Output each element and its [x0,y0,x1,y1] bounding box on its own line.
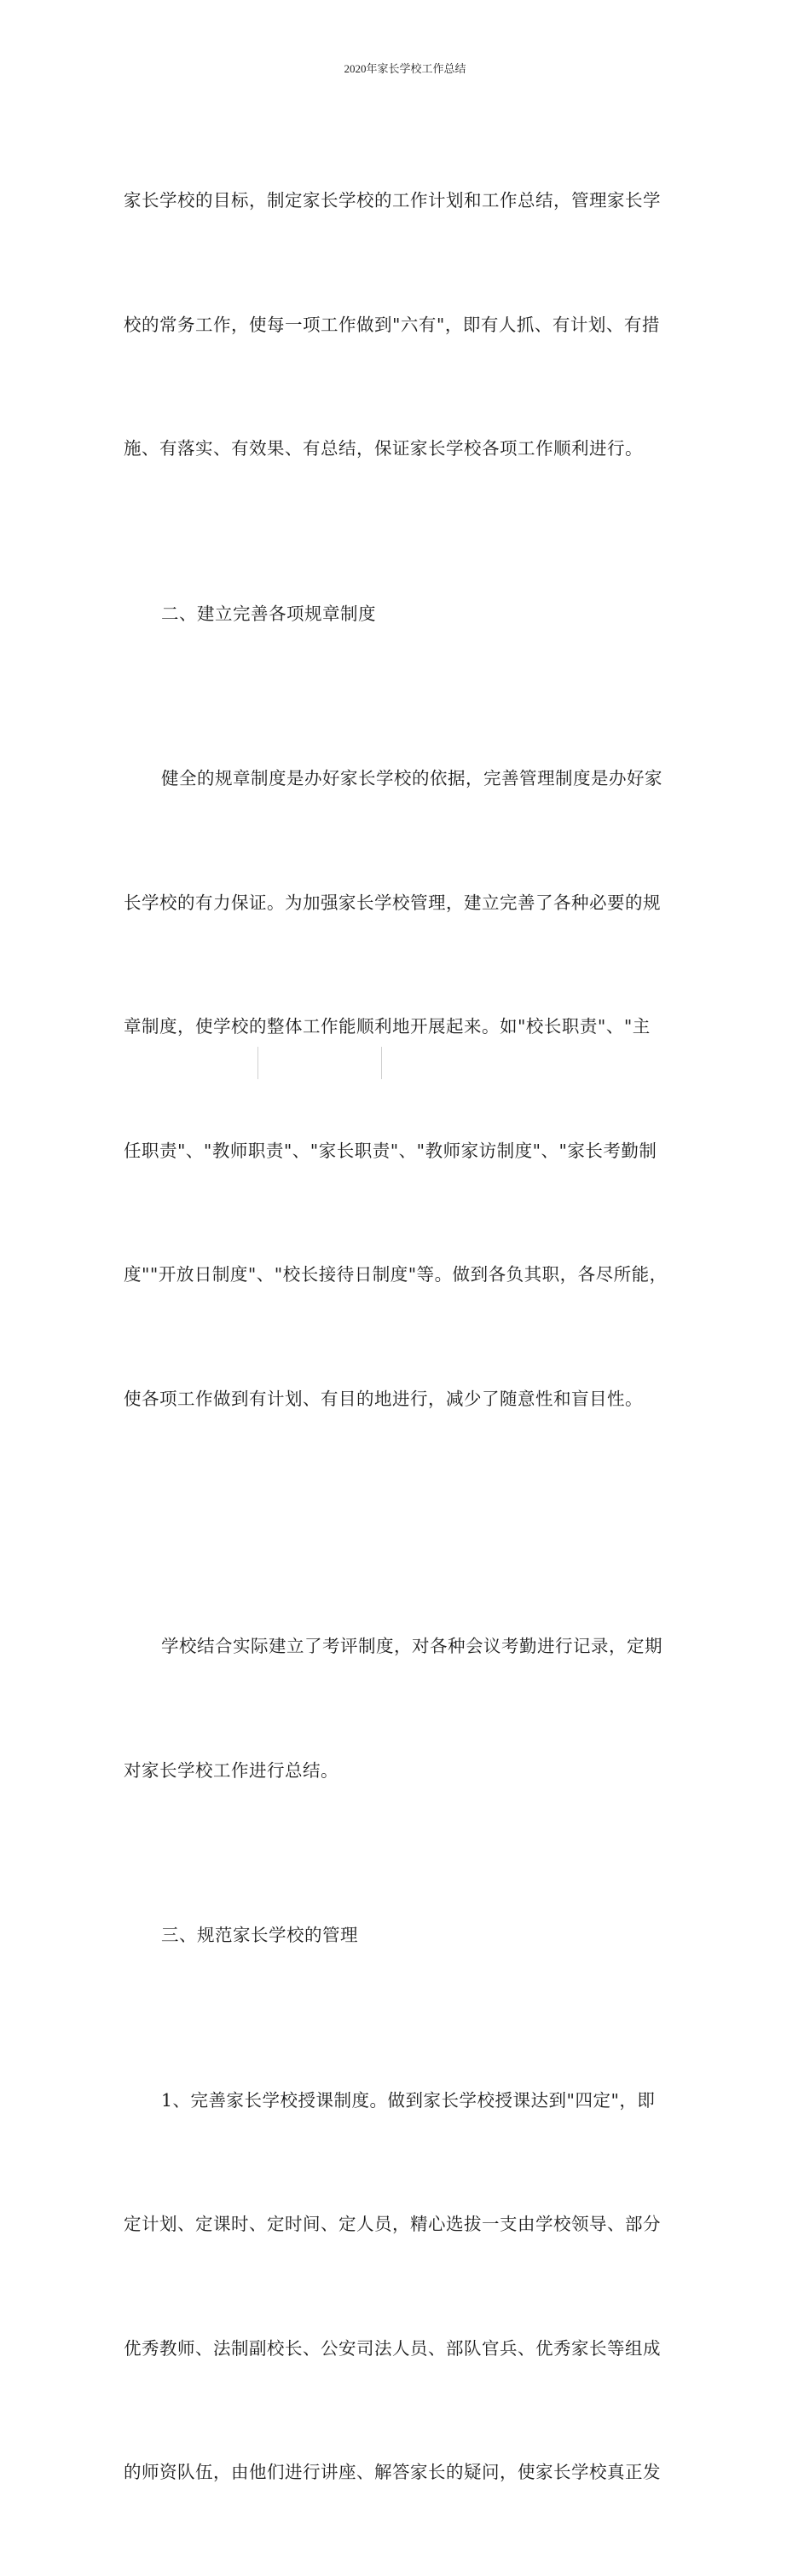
footer-divider-left [257,1047,258,1079]
paragraph-gap [124,1874,686,1915]
paragraph-3 [124,1543,686,1874]
text-line: 使各项工作做到有计划、有目的地进行，减少了随意性和盲目性。 [124,1388,643,1409]
text-line: 1、完善家长学校授课制度。做到家长学校授课达到"四定"，即 [161,2089,656,2111]
text-line: 章制度，使学校的整体工作能顺利地开展起来。如"校长职责"、"主 [124,1016,651,1037]
text-line: 优秀教师、法制副校长、公安司法人员、部队官兵、优秀家长等组成 [124,2337,661,2359]
text-line: 对家长学校工作进行总结。 [124,1759,338,1781]
text-line: 的师资队伍，由他们进行讲座、解答家长的疑问，使家长学校真正发 [124,2462,661,2482]
text-line: 健全的规章制度是办好家长学校的依据，完善管理制度是办好家 [161,768,662,788]
text-line: 施、有落实、有效果、有总结，保证家长学校各项工作顺利进行。 [124,438,643,459]
footer-divider-right [381,1047,382,1079]
text-line: 定计划、定课时、定时间、定人员，精心选拔一支由学校领导、部分 [124,2214,661,2234]
text-line: 学校结合实际建立了考评制度，对各种会议考勤进行记录，定期 [161,1636,662,1656]
section-heading-3: 三、规范家长学校的管理 [161,1925,358,1945]
paragraph-4 [124,1997,686,2576]
paragraph-gap [124,634,686,675]
paragraph-gap [124,552,686,593]
paragraph-gap [124,1956,686,1997]
text-line: 家长学校的目标，制定家长学校的工作计划和工作总结，管理家长学 [124,190,661,211]
document-body [124,97,686,2576]
page-header: 2020年家长学校工作总结 [344,62,466,75]
paragraph-1 [124,97,686,552]
section-heading-2: 二、建立完善各项规章制度 [161,603,376,624]
text-line: 任职责"、"教师职责"、"家长职责"、"教师家访制度"、"家长考勤制 [124,1140,657,1161]
text-line: 校的常务工作，使每一项工作做到"六有"，即有人抓、有计划、有措 [124,314,660,335]
paragraph-gap [124,1502,686,1543]
text-line: 长学校的有力保证。为加强家长学校管理，建立完善了各种必要的规 [124,892,661,913]
text-line: 度""开放日制度"、"校长接待日制度"等。做到各负其职，各尽所能， [124,1264,668,1285]
paragraph-2 [124,675,686,1502]
